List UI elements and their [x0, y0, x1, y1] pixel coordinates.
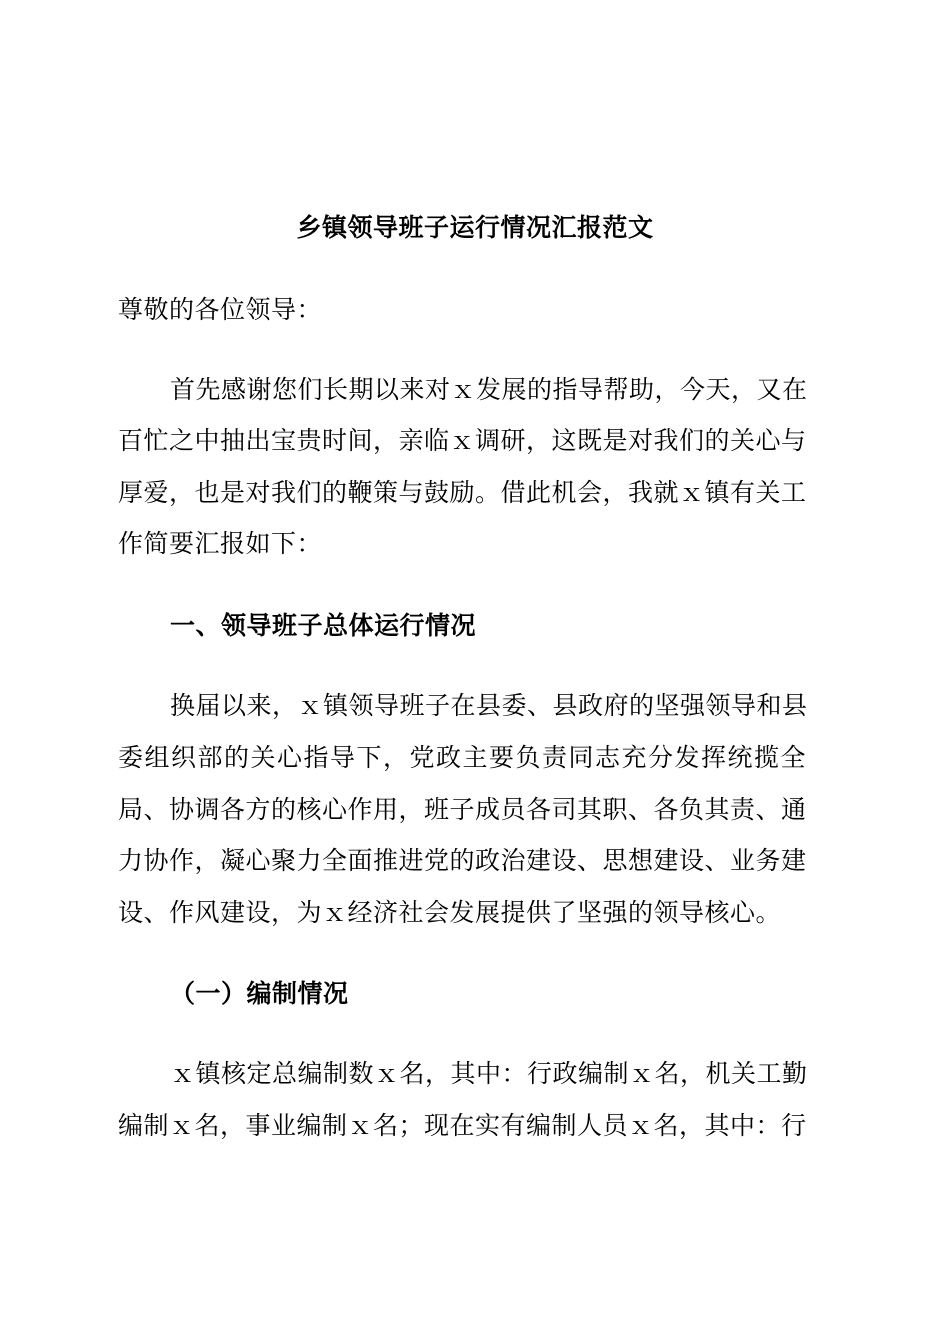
section1-line-2: 委组织部的关心指导下，党政主要负责同志充分发挥统揽全	[118, 743, 806, 772]
document-title: 乡镇领导班子运行情况汇报范文	[296, 213, 654, 242]
section1-line-3: 局、协调各方的核心作用，班子成员各司其职、各负其责、通	[118, 795, 807, 824]
section1-line-5: 设、作风建设，为ｘ经济社会发展提供了坚强的领导核心。	[118, 898, 782, 927]
subsection-heading-1: （一）编制情况	[170, 979, 349, 1008]
section1-line-4: 力协作，凝心聚力全面推进党的政治建设、思想建设、业务建	[118, 846, 807, 875]
subsection1-line-1: ｘ镇核定总编制数ｘ名，其中：行政编制ｘ名，机关工勤	[170, 1059, 808, 1088]
salutation: 尊敬的各位领导：	[118, 295, 323, 324]
intro-line-1: 首先感谢您们长期以来对ｘ发展的指导帮助，今天，又在	[170, 375, 808, 404]
section-heading-1: 一、领导班子总体运行情况	[170, 611, 477, 640]
section1-line-1: 换届以来，ｘ镇领导班子在县委、县政府的坚强领导和县	[170, 691, 808, 720]
subsection1-line-2: 编制ｘ名，事业编制ｘ名；现在实有编制人员ｘ名，其中：行	[118, 1111, 807, 1140]
intro-line-3: 厚爱，也是对我们的鞭策与鼓励。借此机会，我就ｘ镇有关工	[118, 478, 807, 507]
intro-line-4: 作简要汇报如下：	[118, 529, 323, 558]
intro-line-2: 百忙之中抽出宝贵时间，亲临ｘ调研，这既是对我们的关心与	[118, 426, 807, 455]
